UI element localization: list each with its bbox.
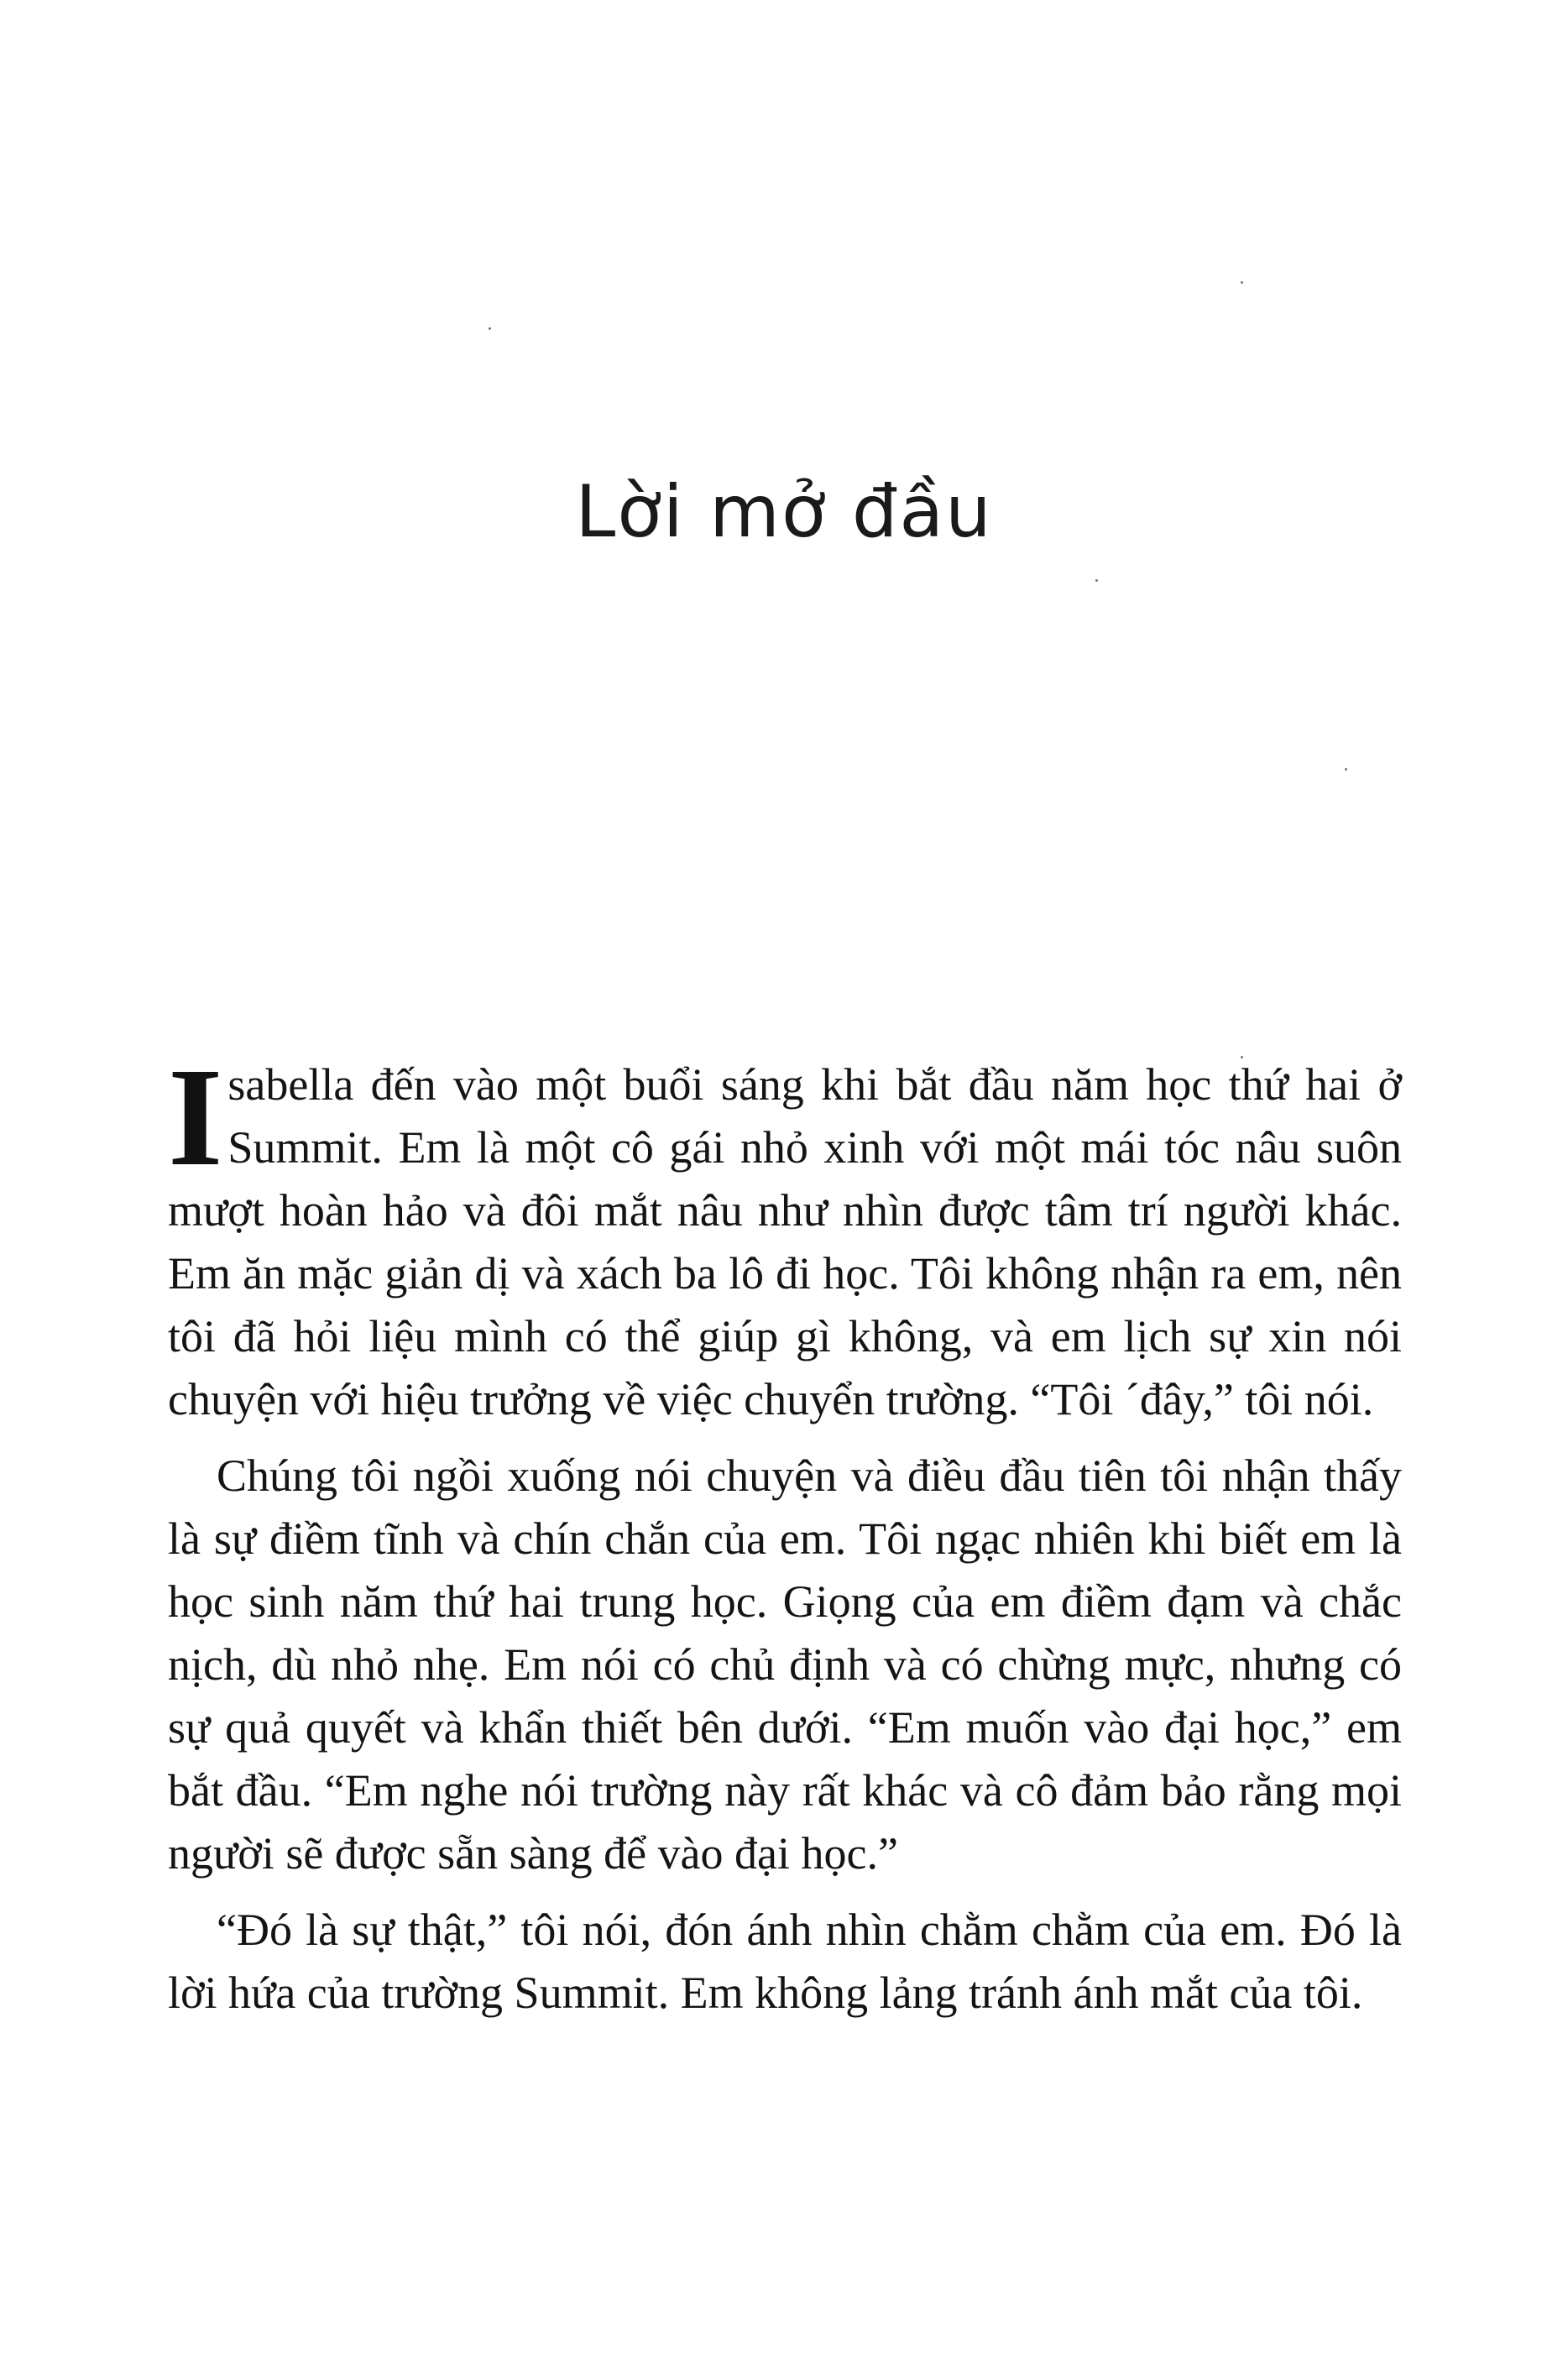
scan-speck [1345,768,1347,771]
paragraph-2: Chúng tôi ngồi xuống nói chuyện và điều đầu tiên tôi nhận thấy là sự điềm tĩnh và chín chắn của em. Tôi ngạc nhiên khi biết em là học sinh năm thứ hai trung học. Giọng của em điềm đạm và chắc nịch, dù nhỏ nhẹ. Em nói có chủ định và có chừng mực, nhưng có sự quả quyết và khẩn thiết bên dưới. “Em muốn vào đại học,” em bắt đầu. “Em nghe nói trường này rất khác và cô đảm bảo rằng mọi người sẽ được sẵn sàng để vào đại học.” [168,1450,1402,1879]
page-title: Lời mở đầu [575,470,993,554]
paragraph-1-text: sabella đến vào một buổi sáng khi bắt đầu năm học thứ hai ở Summit. Em là một cô gái nhỏ xinh với một mái tóc nâu suôn mượt hoàn hảo và đôi mắt nâu như nhìn được tâm trí người khác. Em ăn mặc giản dị và xách ba lô đi học. Tôi không nhận ra em, nên tôi đã hỏi liệu mình có thể giúp gì không, và em lịch sự xin nói chuyện với hiệu trưởng về việc chuyển trường. “Tôi ´đây,” tôi nói. [168,1059,1402,1424]
scan-speck [1095,579,1098,582]
paragraph-1 [168,1039,1402,1431]
drop-cap: I [168,1039,223,1195]
paragraph-3: “Đó là sự thật,” tôi nói, đón ánh nhìn chằm chằm của em. Đó là lời hứa của trường Summit. Em không lảng tránh ánh mắt của tôi. [168,1905,1402,2018]
scan-speck [1241,281,1243,284]
scan-speck [489,327,491,330]
body-text [168,1039,1402,2038]
